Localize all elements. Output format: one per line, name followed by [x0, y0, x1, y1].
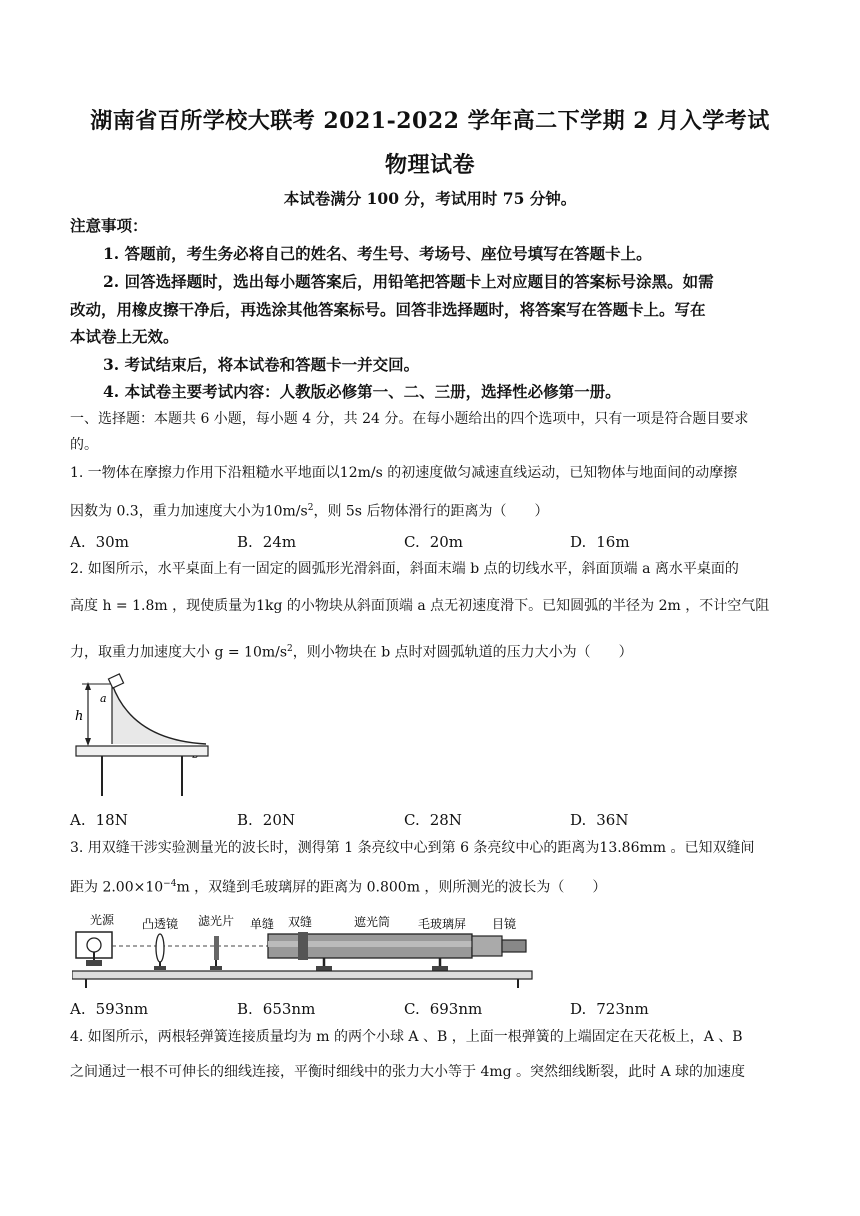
- h-arrow-down: [85, 738, 91, 746]
- exam-title: 湖南省百所学校大联考 2021-2022 学年高二下学期 2 月入学考试: [90, 108, 770, 134]
- q1-option-a: A. 30m: [70, 533, 129, 551]
- lens: [156, 934, 164, 962]
- notes-item-2-line-3: 本试卷上无效。: [70, 327, 179, 346]
- table-top: [76, 746, 208, 756]
- q3-option-a: A. 593nm: [70, 1000, 149, 1018]
- label-tube: 遮光筒: [354, 915, 391, 929]
- slit-holder: [298, 932, 308, 960]
- label-eyepiece: 目镜: [492, 917, 517, 931]
- q3-sup: −4: [163, 879, 177, 889]
- slope-fill: [112, 684, 206, 744]
- optical-bench: [72, 971, 532, 979]
- notes-item-2-line-1: 2. 回答选择题时，选出每小题答案后，用铅笔把答题卡上对应题目的答案标号涂黑。如需: [103, 272, 714, 291]
- bulb: [87, 938, 101, 952]
- q1-option-d: D. 16m: [570, 533, 630, 551]
- q2-option-c: C. 28N: [404, 811, 462, 829]
- notes-item-1: 1. 答题前，考生务必将自己的姓名、考生号、考场号、座位号填写在答题卡上。: [103, 244, 652, 263]
- label-double-slit: 双缝: [288, 915, 313, 929]
- q2-option-d: D. 36N: [570, 811, 629, 829]
- tube-base-left: [316, 966, 332, 971]
- notes-item-2-line-2: 改动，用橡皮擦干净后，再选涂其他答案标号。回答非选择题时，将答案写在答题卡上。写在: [70, 300, 706, 319]
- q1-line-1: 1. 一物体在摩擦力作用下沿粗糙水平地面以12m/s 的初速度做匀减速直线运动，已知物体与地面间的动摩擦: [70, 465, 738, 481]
- q1-line-2a: 因数为 0.3，重力加速度大小为10m/s: [70, 503, 308, 520]
- exam-subtitle: 本试卷满分 100 分，考试用时 75 分钟。: [283, 189, 577, 208]
- q1-sup: 2: [307, 503, 314, 513]
- notes-heading: 注意事项：: [70, 216, 148, 235]
- label-light-source: 光源: [90, 913, 115, 927]
- q3-option-d: D. 723nm: [570, 1000, 649, 1018]
- subject-title: 物理试卷: [384, 152, 475, 178]
- q4-line-1: 4. 如图所示，两根轻弹簧连接质量均为 m 的两个小球 A 、B ，上面一根弹簧的上端固定在天花板上，A 、B: [70, 1029, 743, 1045]
- lens-base: [154, 966, 166, 970]
- label-a: a: [100, 692, 107, 705]
- eyepiece: [502, 940, 526, 952]
- q2-option-a: A. 18N: [70, 811, 128, 829]
- filter-base: [210, 966, 222, 970]
- notes-item-3: 3. 考试结束后，将本试卷和答题卡一并交回。: [103, 355, 420, 374]
- q3-figure: [72, 908, 534, 992]
- filter: [214, 936, 219, 960]
- q3-line-2: [70, 874, 792, 898]
- screen-holder: [472, 936, 502, 956]
- q4-line-2: 之间通过一根不可伸长的细线连接，平衡时细线中的张力大小等于 4mg 。突然细线断裂，此时 A 球的加速度: [70, 1064, 746, 1080]
- label-screen: 毛玻璃屏: [418, 917, 467, 931]
- label-single-slit: 单缝: [250, 917, 275, 931]
- h-arrow-up: [85, 682, 91, 690]
- tube-base-right: [432, 966, 448, 971]
- label-convex-lens: 凸透镜: [142, 917, 179, 931]
- light-base: [86, 960, 102, 966]
- section1-line-2: 的。: [70, 437, 98, 453]
- q3-line-1: 3. 用双缝干涉实验测量光的波长时，测得第 1 条亮纹中心到第 6 条亮纹中心的距离为13.86mm 。已知双缝间: [70, 840, 755, 856]
- q2-line-3b: ，则小物块在 b 点时对圆弧轨道的压力大小为（ ）: [292, 644, 633, 661]
- section1-line-1: 一、选择题：本题共 6 小题，每小题 4 分，共 24 分。在每小题给出的四个选项中，只有一项是符合题目要求: [70, 411, 749, 427]
- q3-line-2b: m ，双缝到毛玻璃屏的距离为 0.800m ，则所测光的波长为（ ）: [176, 879, 607, 896]
- q2-sup: 2: [287, 644, 293, 654]
- q1-line-2: [70, 498, 792, 522]
- q2-figure: [72, 672, 212, 802]
- label-filter: 滤光片: [198, 914, 235, 928]
- q2-option-b: B. 20N: [237, 811, 296, 829]
- notes-item-4: 4. 本试卷主要考试内容：人教版必修第一、二、三册，选择性必修第一册。: [103, 382, 621, 401]
- q2-line-3: [70, 639, 792, 663]
- q1-option-b: B. 24m: [237, 533, 297, 551]
- q1-line-2b: ，则 5s 后物体滑行的距离为（ ）: [313, 503, 549, 520]
- block: [108, 674, 123, 688]
- q2-line-3a: 力，取重力加速度大小 g = 10m/s: [70, 644, 288, 661]
- q3-option-b: B. 653nm: [237, 1000, 316, 1018]
- q3-option-c: C. 693nm: [404, 1000, 483, 1018]
- label-h: h: [75, 709, 84, 724]
- q2-line-2: 高度 h = 1.8m ，现使质量为1kg 的小物块从斜面顶端 a 点无初速度滑下。已知圆弧的半径为 2m ，不计空气阻: [70, 598, 770, 614]
- q3-line-2a: 距为 2.00×10: [70, 879, 164, 896]
- q2-line-1: 2. 如图所示，水平桌面上有一固定的圆弧形光滑斜面，斜面末端 b 点的切线水平，斜面顶端 a 离水平桌面的: [70, 561, 739, 577]
- q1-option-c: C. 20m: [404, 533, 464, 551]
